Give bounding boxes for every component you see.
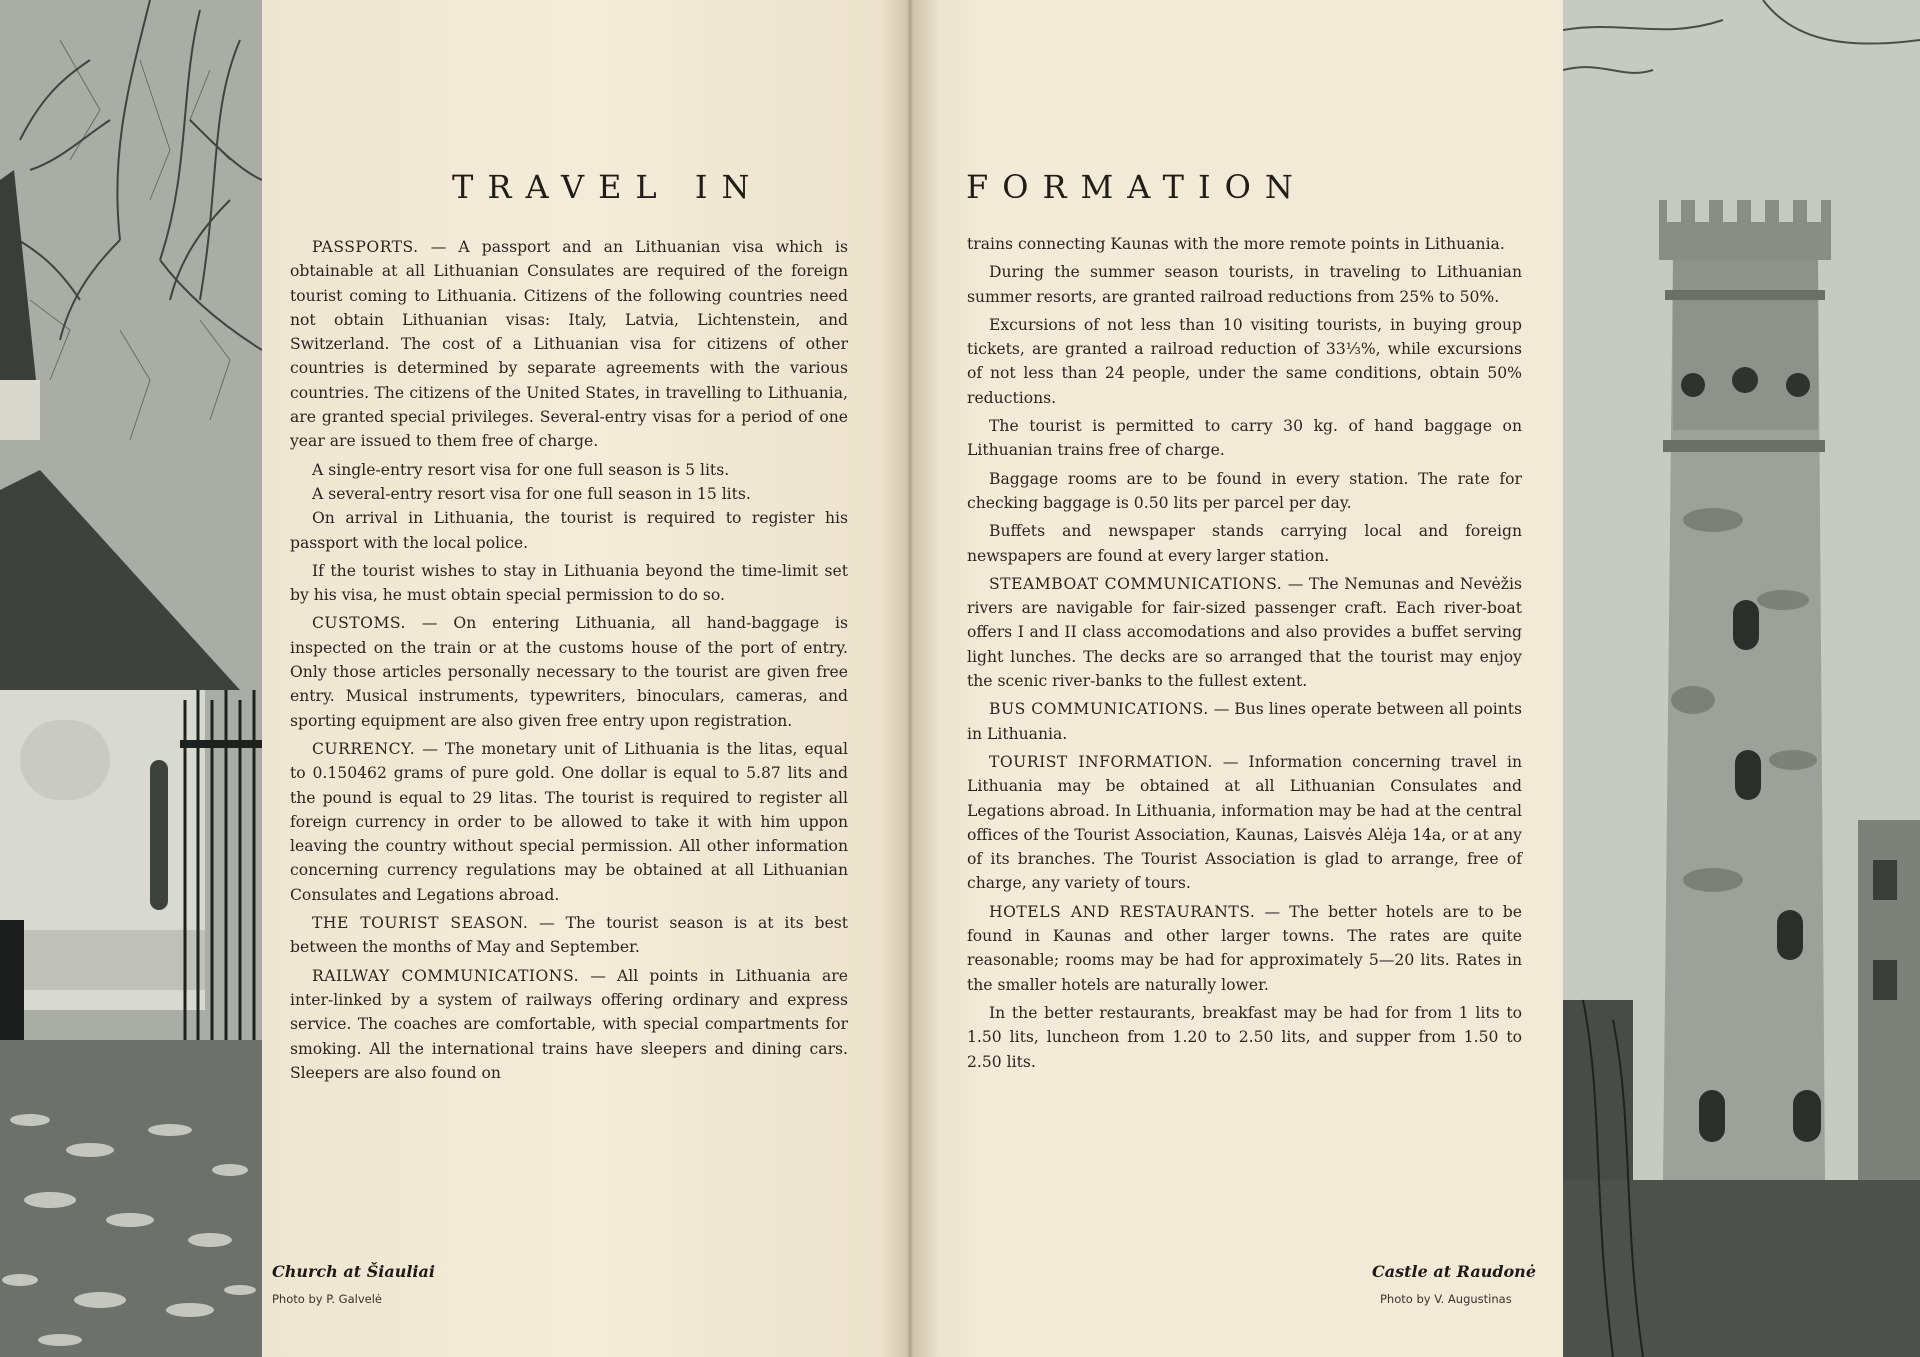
paragraph-text: In the better restaurants, breakfast may be had for from 1 lits to 1.50 lits, luncheon from 1.20 to 2.50 lits, and supper from 1.50 to 2.50 lits.	[967, 1003, 1522, 1071]
paragraph-hand-baggage	[967, 414, 1522, 463]
caption-church: Church at Šiauliai	[272, 1262, 435, 1281]
paragraph-lead: STEAMBOAT COMMUNICATIONS.	[989, 574, 1283, 593]
paragraph-several-entry-visa	[290, 482, 848, 506]
heading-formation: FORMATION	[966, 168, 1307, 206]
photo-credit-castle: Photo by V. Augustinas	[1380, 1292, 1512, 1306]
paragraph-text: Buffets and newspaper stands carrying local and foreign newspapers are found at every larger station.	[967, 522, 1522, 565]
paragraph-text: — All points in Lithuania are inter-linked by a system of railways offering ordinary and express service. The coaches are comfortable, with special compartments for smoking. All the international trains have sleepers and dining cars. Sleepers are also found on	[290, 966, 848, 1082]
paragraph-text: — A passport and an Lithuanian visa which is obtainable at all Lithuanian Consulates are required of the foreign tourist coming to Lithuania. Citizens of the following countries need not obtain Lithuanian visas: Italy, Latvia, Lichtenstein, and Switzerland. The cost of a Lithuanian visa for citizens of other countries is determined by separate agreements with the various countries. The citizens of the United States, in travelling to Lithuania, are granted special privileges. Several-entry visas for a period of one year are issued to them free of charge.	[290, 238, 848, 451]
paragraph-lead: TOURIST INFORMATION.	[989, 752, 1213, 771]
paragraph-text: — Information concerning travel in Lithuania may be obtained at all Lithuanian Consulates and Legations abroad. In Lithuania, information may be had at the central offices of the Tourist Association, Kaunas, Laisvės Alėja 14a, or at any of its branches. The Tourist Association is glad to arrange, free of charge, any variety of tours.	[967, 752, 1522, 893]
caption-castle: Castle at Raudonė	[1372, 1262, 1536, 1281]
paragraph-text: — On entering Lithuania, all hand-baggage is inspected on the train or at the customs house of the port of entry. Only those articles personally necessary to the tourist are given free entry. Musical instruments, typewriters, binoculars, cameras, and sporting equipment are also given free entry upon registration.	[290, 614, 848, 730]
paragraph-railway-continued	[967, 232, 1522, 256]
paragraph-text: The tourist is permitted to carry 30 kg. of hand baggage on Lithuanian trains free of charge.	[967, 417, 1522, 460]
castle-photo	[1563, 0, 1920, 1357]
paragraph-text: — The tourist season is at its best between the months of May and September.	[290, 914, 848, 957]
paragraph-text: — The Nemunas and Nevėžis rivers are navigable for fair-sized passenger craft. Each river-boat offers I and II class accomodations and also provides a buffet serving light lunches. The decks are so arranged that the tourist may enjoy the scenic river-banks to the fullest extent.	[967, 574, 1522, 691]
paragraph-lead: HOTELS AND RESTAURANTS.	[989, 902, 1256, 921]
paragraph-tourist-information	[967, 750, 1522, 896]
paragraph-register-passport	[290, 506, 848, 555]
paragraph-text: Baggage rooms are to be found in every station. The rate for checking baggage is 0.50 lits per parcel per day.	[967, 469, 1522, 512]
paragraph-bus	[967, 697, 1522, 746]
right-text-column	[967, 232, 1522, 1078]
paragraph-railway	[290, 964, 848, 1085]
paragraph-text: On arrival in Lithuania, the tourist is required to register his passport with the local police.	[290, 509, 848, 552]
paragraph-text: — The better hotels are to be found in Kaunas and other larger towns. The rates are quite reasonable; rooms may be had for approximately 5—20 lits. Rates in the smaller hotels are naturally lower.	[967, 902, 1522, 994]
paragraph-text: If the tourist wishes to stay in Lithuania beyond the time-limit set by his visa, he must obtain special permission to do so.	[290, 561, 848, 605]
paragraph-lead: THE TOURIST SEASON.	[312, 914, 529, 933]
paragraph-lead: BUS COMMUNICATIONS.	[989, 700, 1209, 719]
paragraph-currency	[290, 737, 848, 907]
paragraph-lead: PASSPORTS.	[312, 238, 419, 256]
paragraph-text: Excursions of not less than 10 visiting tourists, in buying group tickets, are granted a railroad reduction of 33⅓%, while excursions of not less than 24 people, under the same conditions, obtain 50% reductions.	[967, 315, 1522, 407]
paragraph-single-entry-visa	[290, 458, 848, 482]
paragraph-summer-reductions	[967, 260, 1522, 309]
paragraph-lead: RAILWAY COMMUNICATIONS.	[312, 966, 580, 985]
paragraph-lead: CURRENCY.	[312, 739, 416, 758]
paragraph-buffets	[967, 519, 1522, 568]
paragraph-text: A several-entry resort visa for one full season in 15 lits.	[312, 484, 751, 503]
paragraph-hotels	[967, 900, 1522, 997]
paragraph-text: During the summer season tourists, in traveling to Lithuanian summer resorts, are granted railroad reductions from 25% to 50%.	[967, 263, 1522, 306]
book-gutter	[880, 0, 940, 1357]
paragraph-text: A single-entry resort visa for one full season is 5 lits.	[312, 460, 730, 479]
paragraph-text: — Bus lines operate between all points in Lithuania.	[967, 700, 1523, 743]
paragraph-passports	[290, 235, 848, 454]
paragraph-lead: CUSTOMS.	[312, 614, 406, 633]
paragraph-excursions	[967, 313, 1522, 410]
church-photo	[0, 0, 262, 1357]
left-text-column	[290, 235, 848, 1089]
paragraph-baggage-rooms	[967, 467, 1522, 516]
paragraph-tourist-season	[290, 911, 848, 960]
paragraph-text: trains connecting Kaunas with the more remote points in Lithuania.	[967, 235, 1505, 253]
paragraph-visa-extension	[290, 559, 848, 608]
heading-travel-in: TRAVEL IN	[452, 168, 764, 206]
paragraph-steamboat	[967, 572, 1522, 693]
paragraph-restaurants	[967, 1001, 1522, 1074]
paragraph-text: — The monetary unit of Lithuania is the litas, equal to 0.150462 grams of pure gold. One dollar is equal to 5.87 lits and the pound is equal to 29 litas. The tourist is required to register all foreign currency in order to be allowed to take it with him uppon leaving the country without special permission. All other information concerning currency regulations may be obtained at all Lithuanian Consulates and Legations abroad.	[290, 739, 848, 904]
paragraph-customs	[290, 611, 848, 732]
photo-credit-church: Photo by P. Galvelė	[272, 1292, 382, 1306]
